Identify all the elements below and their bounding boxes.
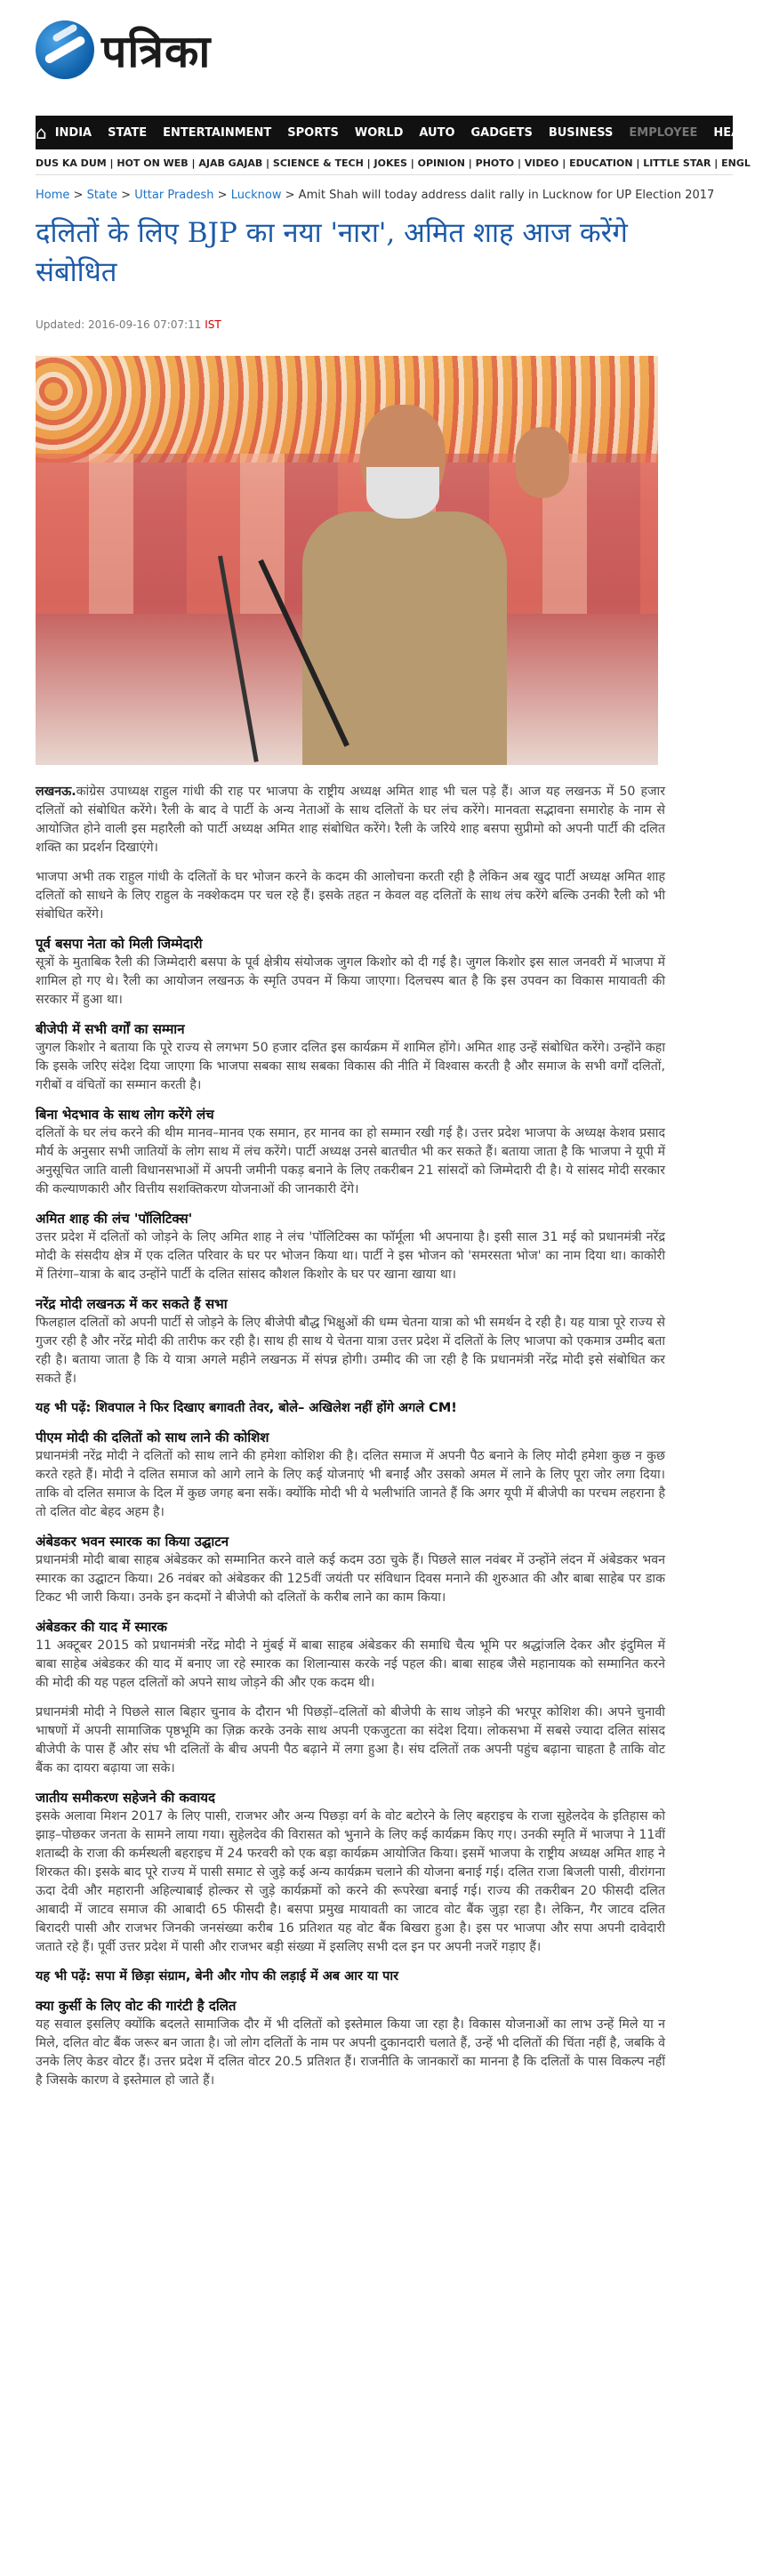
breadcrumb-sep: > <box>217 189 228 202</box>
updated-label: Updated: <box>36 318 85 331</box>
logo[interactable] <box>36 20 211 80</box>
subheading: नरेंद्र मोदी लखनऊ में कर सकते हैं सभा <box>36 1296 228 1312</box>
nav-item-auto[interactable]: AUTO <box>419 125 455 140</box>
main-nav <box>36 116 764 149</box>
breadcrumb-sep: > <box>73 189 84 202</box>
paragraph: फिलहाल दलितों को अपनी पार्टी से जोड़ने के लिए बीजेपी बौद्ध भिक्षुओं की धम्म चेतना यात्रा को भी समर्थन दे रही है। यह यात्रा पूरे राज्य से गुजर रही है और नरेंद्र मोदी की तारीफ कर रही है। साथ ही साथ ये चेतना यात्रा उत्तर प्रदेश में दलितों के लिए भाजपा को एकमात्र उम्मीद बता रही है। बताया जाता है कि ये यात्रा अगले महीने लखनऊ में संपन्न होगी। उम्मीद की जा रही है कि प्रधानमंत्री नरेंद्र मोदी इसे संबोधित कर सकते हैं। <box>36 1316 665 1386</box>
paragraph: सूत्रों के मुताबिक रैली की जिम्मेदारी बसपा के पूर्व क्षेत्रीय संयोजक जुगल किशोर को दी गई है। जुगल किशोर इस साल जनवरी में भाजपा में शामिल हो गए थे। रैली का आयोजन लखनऊ के स्मृति उपवन में किया जाएगा। दिलचस्प बात है कि इस उपवन का विकास मायावती की सरकार में हुआ था। <box>36 955 665 1007</box>
subheading: बिना भेदभाव के साथ लोग करेंगे लंच <box>36 1107 214 1123</box>
breadcrumb-up[interactable]: Uttar Pradesh <box>134 189 214 202</box>
breadcrumb-sep: > <box>121 189 132 202</box>
nav-item-business[interactable]: BUSINESS <box>548 125 614 140</box>
subheading: पीएम मोदी की दलितों को साथ लाने की कोशिश <box>36 1429 269 1445</box>
paragraph: दलितों के घर लंच करने की थीम मानव–मानव एक समान, हर मानव का हो सम्मान रखी गई है। उत्तर प्रदेश भाजपा के अध्यक्ष केशव प्रसाद मौर्य के अनुसार सभी जातियों के लोग साथ में लंच करेंगे। पार्टी अध्यक्ष उनसे बातचीत भी कर सकते हैं। बताया जाता है कि भाजपा ने यूपी में अनुसूचित जाति वाली विधानसभाओं में अपनी जमीनी पकड़ बनाने के लिए तकरीबन 21 सांसदों को जिम्मेदारी दी है। ये सांसद मोदी सरकार की कल्याणकारी और वित्तीय सशक्तिकरण योजनाओं की जानकारी देंगे। <box>36 1126 665 1196</box>
nav-item-sports[interactable]: SPORTS <box>287 125 339 140</box>
lead-paragraph <box>36 783 665 857</box>
updated-tz: IST <box>205 318 221 331</box>
subheading: जातीय समीकरण सहेजने की कवायद <box>36 1790 215 1806</box>
globe-logo-icon <box>36 20 94 79</box>
photo-raised-fist <box>516 427 569 498</box>
article-title: दलितों के लिए BJP का नया 'नारा', अमित शाह आज करेंगे संबोधित <box>36 217 628 288</box>
subheading: अमित शाह की लंच 'पॉलिटिक्स' <box>36 1211 193 1227</box>
paragraph: जुगल किशोर ने बताया कि पूरे राज्य से लगभग 50 हजार दलित इस कार्यक्रम में शामिल होंगे। अमित शाह उन्हें संबोधित करेंगे। उन्होंने कहा कि इसके जरिए संदेश दिया जाएगा कि भाजपा सबका साथ सबका विकास की नीति में विश्वास करती है और समाज के सभी वर्गों दलितों, गरीबों व वंचितों का सम्मान करती है। <box>36 1041 665 1092</box>
nav-item-entertainment[interactable]: ENTERTAINMENT <box>163 125 272 140</box>
breadcrumb-city[interactable]: Lucknow <box>230 189 282 202</box>
article-body <box>36 783 665 2101</box>
nav-item-gadgets[interactable]: GADGETS <box>470 125 533 140</box>
paragraph: प्रधानमंत्री मोदी ने पिछले साल बिहार चुनाव के दौरान भी पिछड़ों–दलितों को बीजेपी के साथ जोड़ने की भरपूर कोशिश की। अपने चुनावी भाषणों में अपनी सामाजिक पृष्ठभूमि का ज़िक्र करके उनके साथ अपनी एकजुटता का संदेश दिया। लोकसभा में सबसे ज्यादा दलित सांसद बीजेपी के पास हैं और संघ भी दलितों के बीच अपनी पैठ बढ़ाने में लगा हुआ है। संघ दलितों तक अपनी पहुंच बढ़ाना चाहता है ताकि वोट बैंक का दायरा बढ़ाया जा सके। <box>36 1705 665 1775</box>
paragraph: भाजपा अभी तक राहुल गांधी के दलितों के घर भोजन करने के कदम की आलोचना करती रही है लेकिन अब खुद पार्टी अध्यक्ष अमित शाह दलितों को साधने के लिए राहुल के नक्शेकदम पर चल रहे हैं। इसके तहत न केवल वह दलितों के साथ लंच करेंगे बल्कि उनकी रैली को भी संबोधित करेंगे। <box>36 870 665 922</box>
photo-vest <box>302 511 507 765</box>
subheading: अंबेडकर भवन स्मारक का किया उद्घाटन <box>36 1534 229 1550</box>
nav-item-employee[interactable]: EMPLOYEE <box>629 125 698 140</box>
article-photo <box>36 356 658 765</box>
nav-item-india[interactable]: INDIA <box>54 125 92 140</box>
dateline: लखनऊ. <box>36 785 76 799</box>
paragraph: प्रधानमंत्री नरेंद्र मोदी ने दलितों को साथ लाने की हमेशा कोशिश की है। दलित समाज में अपनी पैठ बनाने के लिए मोदी हमेशा कुछ न कुछ करते रहते हैं। मोदी ने दलित समाज को आगे लाने के लिए कई योजनाएं भी बनाईं और उसको अमल में लाने के लिए पूरा जोर लगा दिया। ताकि वो दलित समाज के दिल में कुछ जगह बना सकें। क्योंकि मोदी भी ये भलीभांति जानते हैं कि अगर यूपी में बीजेपी का परचम लहराना है तो दलित वोट बेहद अहम है। <box>36 1449 665 1519</box>
breadcrumb-home[interactable]: Home <box>36 189 70 202</box>
subheading: अंबेडकर की याद में स्मारक <box>36 1619 167 1635</box>
breadcrumb <box>36 189 714 202</box>
home-icon[interactable]: ⌂ <box>36 122 47 143</box>
breadcrumb-state[interactable]: State <box>86 189 117 202</box>
site-header <box>0 0 733 98</box>
nav-item-state[interactable]: STATE <box>108 125 148 140</box>
nav-item-world[interactable]: WORLD <box>354 125 404 140</box>
lead-text: कांग्रेस उपाध्यक्ष राहुल गांधी की राह पर भाजपा के राष्ट्रीय अध्यक्ष अमित शाह भी चल पड़े हैं। आज यह लखनऊ में 50 हजार दलितों को संबोधित करेंगे। रैली के बाद वे पार्टी के अन्य नेताओं के साथ दलितों के घर लंच करेंगे। मानवता सद्भावना समारोह के नाम से आयोजित होने वाली इस महारैली को पार्टी अध्यक्ष अमित शाह संबोधित करेंगे। रैली के जरिये शाह बसपा सुप्रीमो को अपनी पार्टी की दलित शक्ति का प्रदर्शन दिखाएंगे। <box>36 785 665 855</box>
breadcrumb-current: Amit Shah will today address dalit rally in Lucknow for UP Election 2017 <box>298 189 715 202</box>
subheading: क्या कुर्सी के लिए वोट की गारंटी है दलित <box>36 1998 237 2014</box>
paragraph: प्रधानमंत्री मोदी बाबा साहब अंबेडकर को सम्मानित करने वाले कई कदम उठा चुके हैं। पिछले साल नवंबर में उन्होंने लंदन में अंबेडकर भवन स्मारक का उद्घाटन किया। 26 नवंबर को अंबेडकर की 125वीं जयंती पर संविधान दिवस मनाने की शुरुआत की और बाबा साहेब पर डाक टिकट भी जारी किया। उनके इन कदमों ने बीजेपी को दलितों के करीब लाने का काम किया। <box>36 1553 665 1605</box>
paragraph: उत्तर प्रदेश में दलितों को जोड़ने के लिए अमित शाह ने लंच 'पॉलिटिक्स का फॉर्मूला भी अपनाया है। इसी साल 31 मई को प्रधानमंत्री नरेंद्र मोदी के संसदीय क्षेत्र में एक दलित परिवार के घर पर भोजन किया था। पार्टी ने इस भोजन को 'समरसता भोज' का नाम दिया था। काकोरी में तिरंगा–यात्रा के बाद उन्होंने पार्टी के दलित सांसद कौशल किशोर के घर पर खाना खाया था। <box>36 1230 665 1282</box>
logo-text: पत्रिका <box>101 25 212 77</box>
breadcrumb-sep: > <box>285 189 295 202</box>
subheading: बीजेपी में सभी वर्गों का सम्मान <box>36 1021 185 1037</box>
paragraph: 11 अक्टूबर 2015 को प्रधानमंत्री नरेंद्र मोदी ने मुंबई में बाबा साहब अंबेडकर की समाधि चैत्य भूमि पर श्रद्धांजलि देकर और इंदुमिल में बाबा साहेब अंबेडकर की याद में बनाए जा रहे स्मारक का शिलान्यास करके नई पहल की। बाबा साहब जैसे महानायक को सम्मानित करने की मोदी की यह पहल दलितों को अपने साथ जोड़ने की और एक कदम थी। <box>36 1638 665 1690</box>
updated-line <box>36 318 221 331</box>
paragraph: यह सवाल इसलिए क्योंकि बदलते सामाजिक दौर में भी दलितों को इस्तेमाल किया जा रहा है। विकास योजनाओं का लाभ उन्हें मिले या न मिले, दलित वोट बैंक जरूर बन जाता है। जो लोग दलितों के नाम पर अपनी दुकानदारी चलाते हैं, उन्हें भी दलितों की चिंता नहीं है, जबकि वे उनके लिए केडर वोटर हैं। उत्तर प्रदेश में दलित वोटर 20.5 प्रतिशत हैं। राजनीति के जानकारों का मानना है कि दलितों के पास विकल्प नहीं है जिसके कारण वे इस्तेमाल हो जाते हैं। <box>36 2017 665 2088</box>
also-read-link[interactable]: यह भी पढ़ें: शिवपाल ने फिर दिखाए बगावती तेवर, बोले– अखिलेश नहीं होंगे अगले CM! <box>36 1401 457 1415</box>
nav-item-health[interactable]: HEALTH <box>713 125 764 140</box>
paragraph: इसके अलावा मिशन 2017 के लिए पासी, राजभर और अन्य पिछड़ा वर्ग के वोट बटोरने के लिए बहराइच के राजा सुहेलदेव के इतिहास को झाड़–पोछकर जनता के सामने लाया गया। सुहेलदेव की विरासत को भुनाने के लिए कई कार्यक्रम किए गए। उनकी स्मृति में भाजपा ने 11वीं शताब्दी के राजा की कर्मस्थली बहराइच में 24 फरवरी को एक बड़ा कार्यक्रम आयोजित किया। इसमें भाजपा के राष्ट्रीय अध्यक्ष अमित शाह ने शिरकत की। इसके बाद पूरे राज्य में पासी समाट से जुड़े कई अन्य कार्यक्रम चलाने की योजना बनाई गई। दलित राजा बिजली पासी, वीरांगना ऊदा देवी और महारानी अहिल्याबाई होल्कर से जुड़े कार्यक्रमों को करने की रूपरेखा बनाई गई। राज्य की तकरीबन 20 फीसदी दलित आबादी में जाटव समाज की आबादी 65 फीसदी है। बसपा प्रमुख मायावती का जाटव वोट बैंक जुड़ा रहा है। लेकिन, गैर जाटव दलित बिरादरी पासी और राजभर जिनकी जनसंख्या करीब 16 प्रतिशत यह वोट बैंक बिखरा हुआ है। इस पर भाजपा और सपा अपनी दावेदारी जताते रहे हैं। पूर्वी उत्तर प्रदेश में पासी और राजभर बड़ी संख्या में इसलिए सभी दल इन पर अपनी नजरें गड़ाए हैं। <box>36 1809 665 1954</box>
sub-nav[interactable]: DUS KA DUM | HOT ON WEB | AJAB GAJAB | SCIENCE & TECH | JOKES | OPINION | PHOTO | VIDEO | EDUCATION | LITTLE STAR | ENGL <box>36 153 733 175</box>
subheading: पूर्व बसपा नेता को मिली जिम्मेदारी <box>36 936 203 952</box>
updated-value: 2016-09-16 07:07:11 <box>87 318 202 331</box>
also-read-link[interactable]: यह भी पढ़ें: सपा में छिड़ा संग्राम, बेनी और गोप की लड़ाई में अब आर या पार <box>36 1969 399 1984</box>
photo-beard <box>366 467 439 519</box>
